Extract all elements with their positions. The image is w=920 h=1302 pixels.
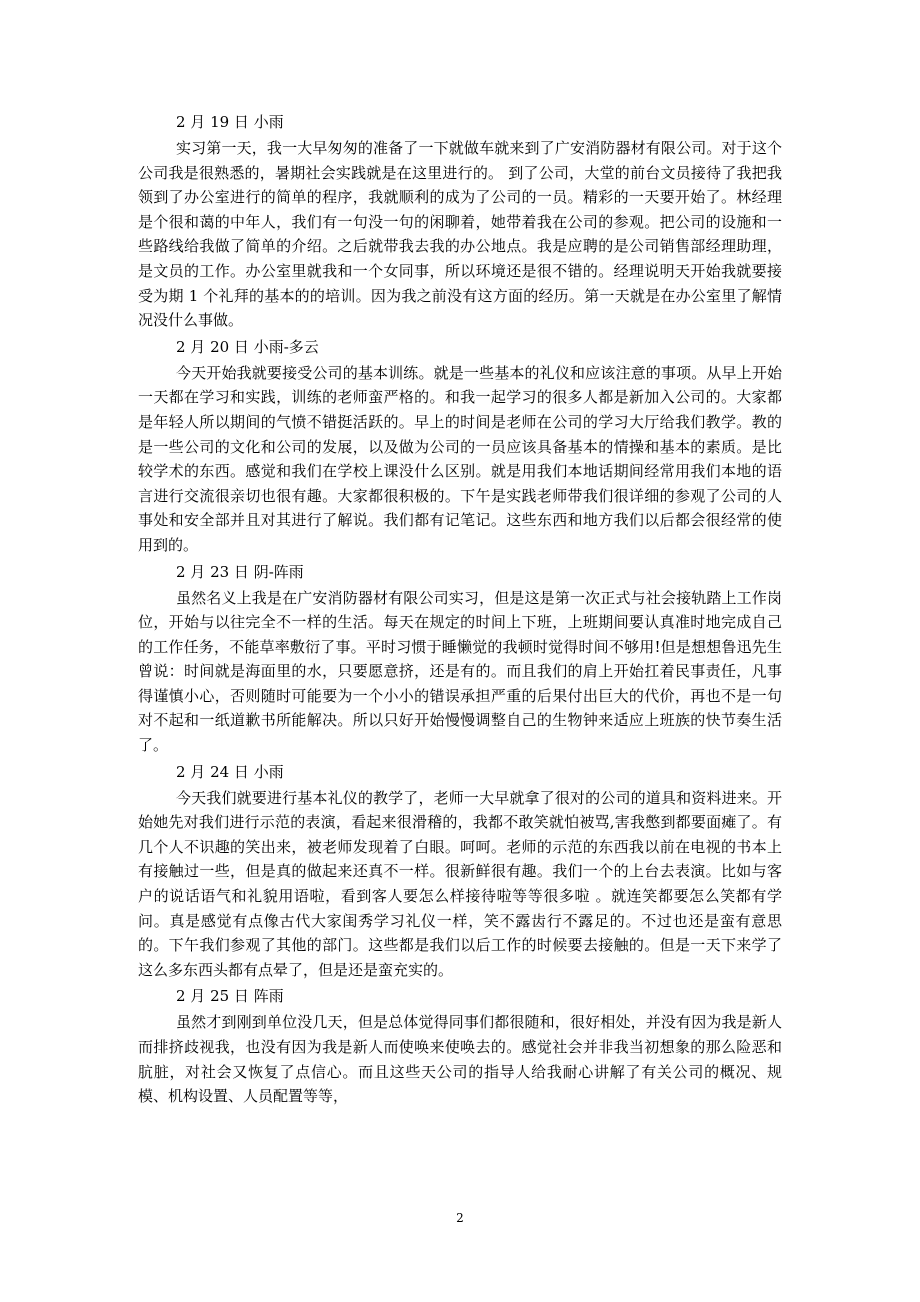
- entry-date: 2 月 19 日 小雨: [176, 113, 284, 131]
- entry-body: 虽然才到刚到单位没几天，但是总体觉得同事们都很随和，很好相处，并没有因为我是新人而排挤歧视我，也没有因为我是新人而使唤来使唤去的。感觉社会并非我当初想象的那么险恶和肮脏，对社会又恢复了点信心。而且这些天公司的指导人给我耐心讲解了有关公司的概况、规模、机构设置、人员配置等等，: [138, 1013, 782, 1106]
- entry-body: 今天开始我就要接受公司的基本训练。就是一些基本的礼仪和应该注意的事项。从早上开始一天都在学习和实践，训练的老师蛮严格的。和我一起学习的很多人都是新加入公司的。大家都是年轻人所以期间的气愤不错挺活跃的。早上的时间是老师在公司的学习大厅给我们教学。教的是一些公司的文化和公司的发展，以及做为公司的一员应该具备基本的情操和基本的素质。是比较学术的东西。感觉和我们在学校上课没什么区别。就是用我们本地话期间经常用我们本地的语言进行交流很亲切也很有趣。大家都很积极的。下午是实践老师带我们很详细的参观了公司的人事处和安全部并且对其进行了解说。我们都有记笔记。这些东西和地方我们以后都会很经常的使用到的。: [138, 363, 782, 554]
- entry-date: 2 月 25 日 阵雨: [176, 987, 284, 1006]
- diary-entry: [138, 558, 782, 758]
- entry-body: 实习第一天，我一大早匆匆的准备了一下就做车就来到了广安消防器材有限公司。对于这个公司我是很熟悉的，暑期社会实践就是在这里进行的。 到了公司，大堂的前台文员接待了我把我领到了办公室进行的简单的程序，我就顺利的成为了公司的一员。精彩的一天要开始了。林经理是个很和蔼的中年人，我们有一句没一句的闲聊着，她带着我在公司的参观。把公司的设施和一些路线给我做了简单的介绍。之后就带我去我的办公地点。我是应聘的是公司销售部经理助理，是文员的工作。办公室里就我和一个女同事，所以环境还是很不错的。经理说明天开始我就要接受为期 1 个礼拜的基本的的培训。因为我之前没有这方面的经历。第一天就是在办公室里了解情况没什么事做。: [138, 139, 782, 330]
- page-number: 2: [456, 1211, 464, 1225]
- document-page: [138, 108, 782, 1109]
- diary-entry: [138, 108, 782, 333]
- entry-date: 2 月 23 日 阴-阵雨: [176, 562, 304, 581]
- entry-body: 今天我们就要进行基本礼仪的教学了，老师一大早就拿了很对的公司的道具和资料进来。开始她先对我们进行示范的表演，看起来很滑稽的，我都不敢笑就怕被骂,害我憋到都要面瘫了。有几个人不识趣的笑出来，被老师发现着了白眼。呵呵。老师的示范的东西我以前在电视的书本上有接触过一些，但是真的做起来还真不一样。很新鲜很有趣。我们一个的上台去表演。比如与客户的说话语气和礼貌用语啦，看到客人要怎么样接待啦等等很多啦 。就连笑都要怎么笑都有学问。真是感觉有点像古代大家闺秀学习礼仪一样，笑不露齿行不露足的。不过也还是蛮有意思的。下午我们参观了其他的部门。这些都是我们以后工作的时候要去接触的。但是一天下来学了这么多东西头都有点晕了，但是还是蛮充实的。: [138, 788, 782, 979]
- diary-entry: [138, 758, 782, 983]
- entry-body: 虽然名义上我是在广安消防器材有限公司实习，但是这是第一次正式与社会接轨踏上工作岗位，开始与以往完全不一样的生活。每天在规定的时间上下班，上班期间要认真准时地完成自己的工作任务，不能草率敷衍了事。平时习惯于睡懒觉的我顿时觉得时间不够用!但是想想鲁迅先生曾说：时间就是海面里的水，只要愿意挤，还是有的。而且我们的肩上开始扛着民事责任，凡事得谨慎小心，否则随时可能要为一个小小的错误承担严重的后果付出巨大的代价，再也不是一句对不起和一纸道歉书所能解决。所以只好开始慢慢调整自己的生物钟来适应上班族的快节奏生活了。: [138, 588, 782, 755]
- entry-date: 2 月 20 日 小雨-多云: [176, 337, 319, 356]
- diary-entry: [138, 333, 782, 558]
- diary-entry: [138, 982, 782, 1108]
- entry-date: 2 月 24 日 小雨: [176, 762, 284, 781]
